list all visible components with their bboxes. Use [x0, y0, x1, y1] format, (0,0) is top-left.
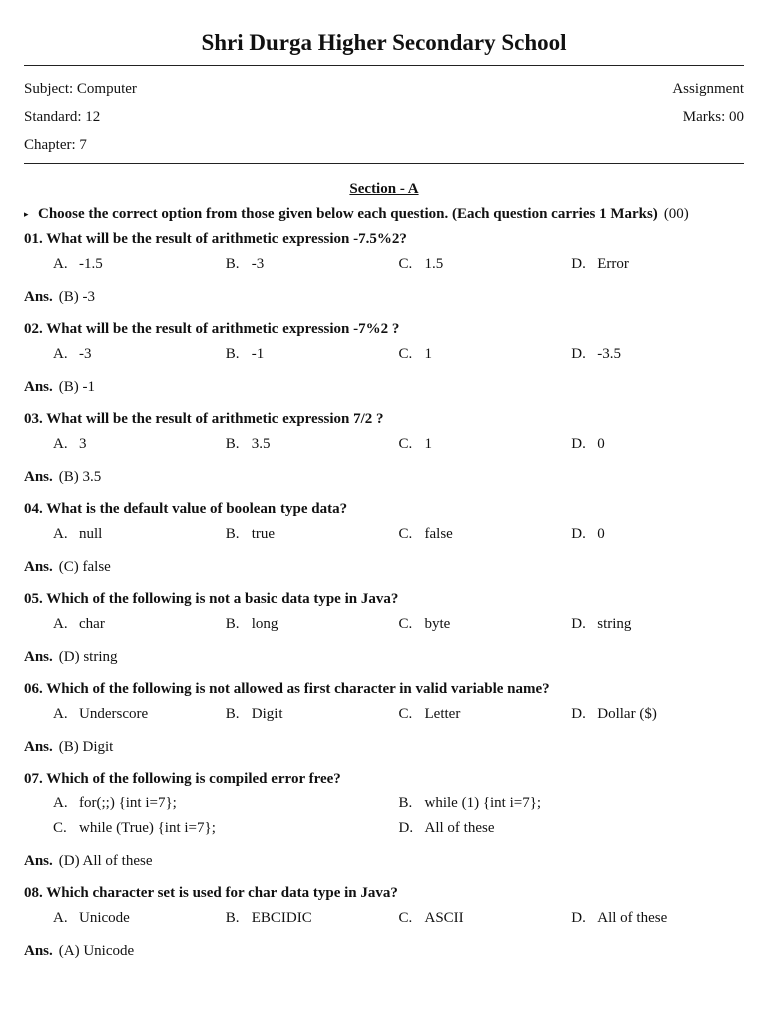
option-text: -1.5: [79, 256, 103, 272]
question-block: [24, 881, 744, 964]
option-text: 1.5: [424, 256, 444, 272]
option-item: [226, 251, 399, 277]
option-letter: C.: [398, 436, 413, 452]
question-block: [24, 767, 744, 874]
header-row-1: [24, 79, 744, 107]
instruction-marks: (00): [663, 206, 689, 222]
question-text: 06. Which of the following is not allowed as first character in valid variable name?: [24, 681, 550, 697]
instruction: [24, 201, 744, 227]
header-info: [24, 66, 744, 163]
question-text: 07. Which of the following is compiled error free?: [24, 771, 341, 787]
option-item: [571, 341, 744, 367]
option-text: 3.5: [251, 436, 271, 452]
option-letter: B.: [225, 526, 240, 542]
option-text: Letter: [424, 706, 461, 722]
option-letter: C.: [398, 910, 413, 926]
school-title: Shri Durga Higher Secondary School: [201, 30, 567, 55]
option-letter: D.: [398, 820, 414, 836]
option-item: [53, 611, 226, 637]
answer-value: (B) Digit: [58, 739, 114, 755]
option-text: Unicode: [79, 910, 130, 926]
option-item: [53, 431, 226, 457]
question-block: [24, 227, 744, 310]
option-text: while (True) {int i=7};: [79, 820, 216, 836]
option-item: [571, 611, 744, 637]
answer-label: Ans.: [24, 469, 53, 485]
option-letter: A.: [53, 346, 68, 362]
option-letter: A.: [53, 910, 68, 926]
options-row: [24, 701, 744, 727]
assignment-label: Assignment: [672, 81, 744, 97]
option-item: [53, 905, 226, 931]
option-letter: B.: [225, 346, 240, 362]
option-item: [571, 431, 744, 457]
header-row-3: [24, 135, 744, 163]
answer-label: Ans.: [24, 289, 53, 305]
answer-line: [24, 464, 744, 490]
question-text: 03. What will be the result of arithmetic expression 7/2 ?: [24, 411, 384, 427]
answer-line: [24, 938, 744, 964]
option-text: long: [251, 616, 279, 632]
answer-line: [24, 374, 744, 400]
answer-line: [24, 734, 744, 760]
answer-value: (B) -1: [58, 379, 96, 395]
option-letter: A.: [53, 256, 68, 272]
option-text: -3.5: [597, 346, 621, 362]
question-text: 04. What is the default value of boolean type data?: [24, 501, 348, 517]
options-row: [24, 521, 744, 547]
option-text: Underscore: [79, 706, 149, 722]
option-item: [226, 905, 399, 931]
option-item: [53, 521, 226, 547]
question-block: [24, 587, 744, 670]
standard-label: Standard: 12: [24, 109, 101, 125]
option-text: false: [424, 526, 453, 542]
answer-line: [24, 284, 744, 310]
option-item: [571, 905, 744, 931]
option-text: -3: [251, 256, 265, 272]
option-text: char: [79, 616, 105, 632]
question-block: [24, 407, 744, 490]
option-text: true: [251, 526, 276, 542]
question-block: [24, 497, 744, 580]
option-letter: B.: [225, 256, 240, 272]
option-text: for(;;) {int i=7};: [79, 795, 177, 811]
answer-label: Ans.: [24, 559, 53, 575]
option-letter: B.: [225, 616, 240, 632]
option-letter: D.: [571, 910, 586, 926]
options-row: [24, 251, 744, 277]
answer-label: Ans.: [24, 649, 53, 665]
option-text: Error: [597, 256, 629, 272]
options-row: [24, 791, 744, 816]
option-item: [53, 251, 226, 277]
question-text: 02. What will be the result of arithmetic expression -7%2 ?: [24, 321, 400, 337]
option-text: 1: [424, 346, 432, 362]
option-letter: C.: [398, 346, 413, 362]
option-text: All of these: [424, 820, 495, 836]
option-letter: C.: [398, 706, 413, 722]
option-letter: D.: [571, 616, 586, 632]
option-item: [399, 611, 572, 637]
assignment-page: [24, 0, 744, 971]
option-text: 1: [424, 436, 432, 452]
option-item: [399, 701, 572, 727]
bullet-arrow-icon: ▸: [24, 209, 29, 219]
option-item: [399, 431, 572, 457]
option-item: [571, 251, 744, 277]
chapter-label: Chapter: 7: [24, 137, 87, 153]
option-text: -1: [251, 346, 265, 362]
question-list: [24, 227, 744, 964]
answer-value: (D) string: [58, 649, 118, 665]
option-letter: C.: [398, 526, 413, 542]
option-letter: A.: [53, 616, 68, 632]
answer-label: Ans.: [24, 379, 53, 395]
section-title: Section - A: [349, 181, 419, 197]
option-item: [226, 521, 399, 547]
option-item: [399, 905, 572, 931]
answer-label: Ans.: [24, 853, 53, 869]
option-item: [53, 816, 399, 841]
option-text: EBCIDIC: [251, 910, 312, 926]
question-text: 08. Which character set is used for char data type in Java?: [24, 885, 398, 901]
option-text: byte: [424, 616, 451, 632]
option-letter: B.: [225, 910, 240, 926]
option-text: ASCII: [424, 910, 464, 926]
option-text: 0: [597, 436, 605, 452]
options-row: [24, 611, 744, 637]
answer-value: (A) Unicode: [58, 943, 135, 959]
subject-label: Subject: Computer: [24, 81, 137, 97]
option-letter: A.: [53, 795, 68, 811]
option-letter: A.: [53, 436, 68, 452]
option-text: string: [597, 616, 632, 632]
question-block: [24, 677, 744, 760]
option-letter: D.: [571, 436, 586, 452]
option-text: 0: [597, 526, 605, 542]
question-block: [24, 317, 744, 400]
option-letter: D.: [571, 346, 586, 362]
option-letter: C.: [398, 256, 413, 272]
option-text: Dollar ($): [597, 706, 657, 722]
option-letter: A.: [53, 526, 68, 542]
options-row: [24, 816, 744, 841]
answer-line: [24, 554, 744, 580]
answer-line: [24, 848, 744, 874]
option-text: Digit: [251, 706, 283, 722]
option-item: [399, 816, 745, 841]
option-item: [399, 791, 745, 816]
question-text: 01. What will be the result of arithmetic expression -7.5%2?: [24, 231, 407, 247]
option-letter: D.: [571, 256, 586, 272]
option-item: [53, 701, 226, 727]
option-letter: D.: [571, 706, 586, 722]
answer-label: Ans.: [24, 739, 53, 755]
option-letter: B.: [225, 706, 240, 722]
answer-value: (C) false: [58, 559, 111, 575]
option-text: 3: [79, 436, 87, 452]
marks-label: Marks: 00: [682, 109, 744, 125]
option-letter: C.: [53, 820, 67, 836]
option-letter: B.: [225, 436, 240, 452]
option-text: -3: [79, 346, 92, 362]
answer-line: [24, 644, 744, 670]
option-item: [226, 431, 399, 457]
option-text: All of these: [597, 910, 668, 926]
option-item: [399, 251, 572, 277]
option-letter: D.: [571, 526, 586, 542]
option-text: null: [79, 526, 103, 542]
option-item: [53, 341, 226, 367]
option-letter: C.: [398, 616, 413, 632]
option-item: [226, 611, 399, 637]
option-letter: A.: [53, 706, 68, 722]
options-row: [24, 905, 744, 931]
question-text: 05. Which of the following is not a basic data type in Java?: [24, 591, 399, 607]
option-text: while (1) {int i=7};: [424, 795, 542, 811]
header-bottom-divider: [24, 163, 744, 164]
option-item: [226, 701, 399, 727]
option-item: [399, 521, 572, 547]
option-letter: B.: [398, 795, 413, 811]
option-item: [226, 341, 399, 367]
answer-value: (D) All of these: [58, 853, 153, 869]
option-item: [571, 521, 744, 547]
answer-value: (B) 3.5: [58, 469, 102, 485]
options-row: [24, 431, 744, 457]
instruction-text: Choose the correct option from those given below each question. (Each question carries 1 Marks): [38, 206, 658, 222]
answer-label: Ans.: [24, 943, 53, 959]
option-item: [571, 701, 744, 727]
options-row: [24, 341, 744, 367]
answer-value: (B) -3: [58, 289, 96, 305]
option-item: [399, 341, 572, 367]
option-item: [53, 791, 399, 816]
header-row-2: [24, 107, 744, 135]
